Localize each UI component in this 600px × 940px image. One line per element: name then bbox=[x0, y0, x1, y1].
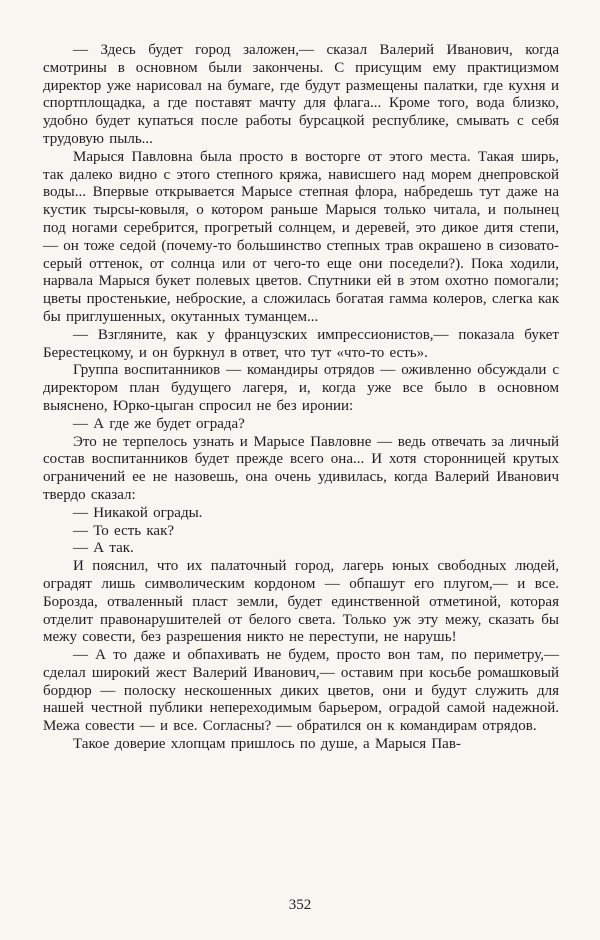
page-number: 352 bbox=[288, 897, 312, 913]
paragraph: — А так. bbox=[73, 540, 134, 557]
paragraph: И пояснил, что их палаточный город, лагерь юных свободных людей, оградят лишь символическим кордоном — обпашут его плугом,— и все. Борозда, отваленный пласт земли, будет единственной отметиной, которая отделит правонарушителей от белого света. Только уж эту межу, сказать бы межу совести, без разрешения никто не переступи, не нарушь! bbox=[43, 558, 559, 646]
paragraph: — А то даже и обпахивать не будем, просто вон там, по периметру,— сделал широкий жест Валерий Иванович,— оставим при косьбе ромашковый бордюр — полоску нескошенных диких цветов, они и будут служить для нашей честной публики непереходимым барьером, оградой самой надежной. Межа совести — и все. Согласны? — обратился он к командирам отрядов. bbox=[43, 647, 559, 735]
paragraph: — Здесь будет город заложен,— сказал Валерий Иванович, когда смотрины в основном были закончены. С присущим ему практицизмом директор уже нарисовал на бумаге, где будут размещены палатки, где кухня и спортплощадка, а где поставят мачту для флага... Кроме того, вода близко, удобно будет купаться после работы бурсацкой республике, смывать с себя трудовую пыль... bbox=[43, 42, 559, 147]
paragraph: — А где же будет ограда? bbox=[73, 415, 245, 432]
paragraph: — Взгляните, как у французских импрессионистов,— показала букет Берестецкому, и он буркнул в ответ, что тут «что-то есть». bbox=[43, 326, 559, 361]
paragraph: — Никакой ограды. bbox=[73, 504, 203, 521]
text-block bbox=[43, 42, 559, 754]
paragraph: Группа воспитанников — командиры отрядов — оживленно обсуждали с директором план будущего лагеря, и, когда уже все было в основном выяснено, Юрко-цыган спросил не без иронии: bbox=[43, 362, 559, 414]
paragraph: Такое доверие хлопцам пришлось по душе, а Марыся Пав- bbox=[73, 736, 461, 753]
paragraph: — То есть как? bbox=[73, 522, 175, 539]
paragraph: Марыся Павловна была просто в восторге от этого места. Такая ширь, так далеко видно с этого степного кряжа, нависшего над морем днепровской воды... Впервые открывается Марысе степная флора, набредешь тут даже на кустик тырсы-ковыля, о котором раньше Марыся только читала, и полынец под ногами серебрится, прогретый солнцем, и деревей, это дикое дитя степи,— он тоже седой (почему-то большинство степных трав окрашено в сизовато-серый оттенок, от солнца или от чего-то еще они поседели?). Пока ходили, нарвала Марыся букет полевых цветов. Спутники ей в этом охотно помогали; цветы простенькие, неброские, а сложилась богатая гамма колеров, слегка как бы приглушенных, окутанных туманцем... bbox=[43, 148, 559, 325]
paragraph: Это не терпелось узнать и Марысе Павловне — ведь отвечать за личный состав воспитанников будет прежде всего она... И хотя сторонницей крутых ограничений ее не назовешь, она очень удивилась, когда Валерий Иванович твердо сказал: bbox=[43, 433, 559, 503]
